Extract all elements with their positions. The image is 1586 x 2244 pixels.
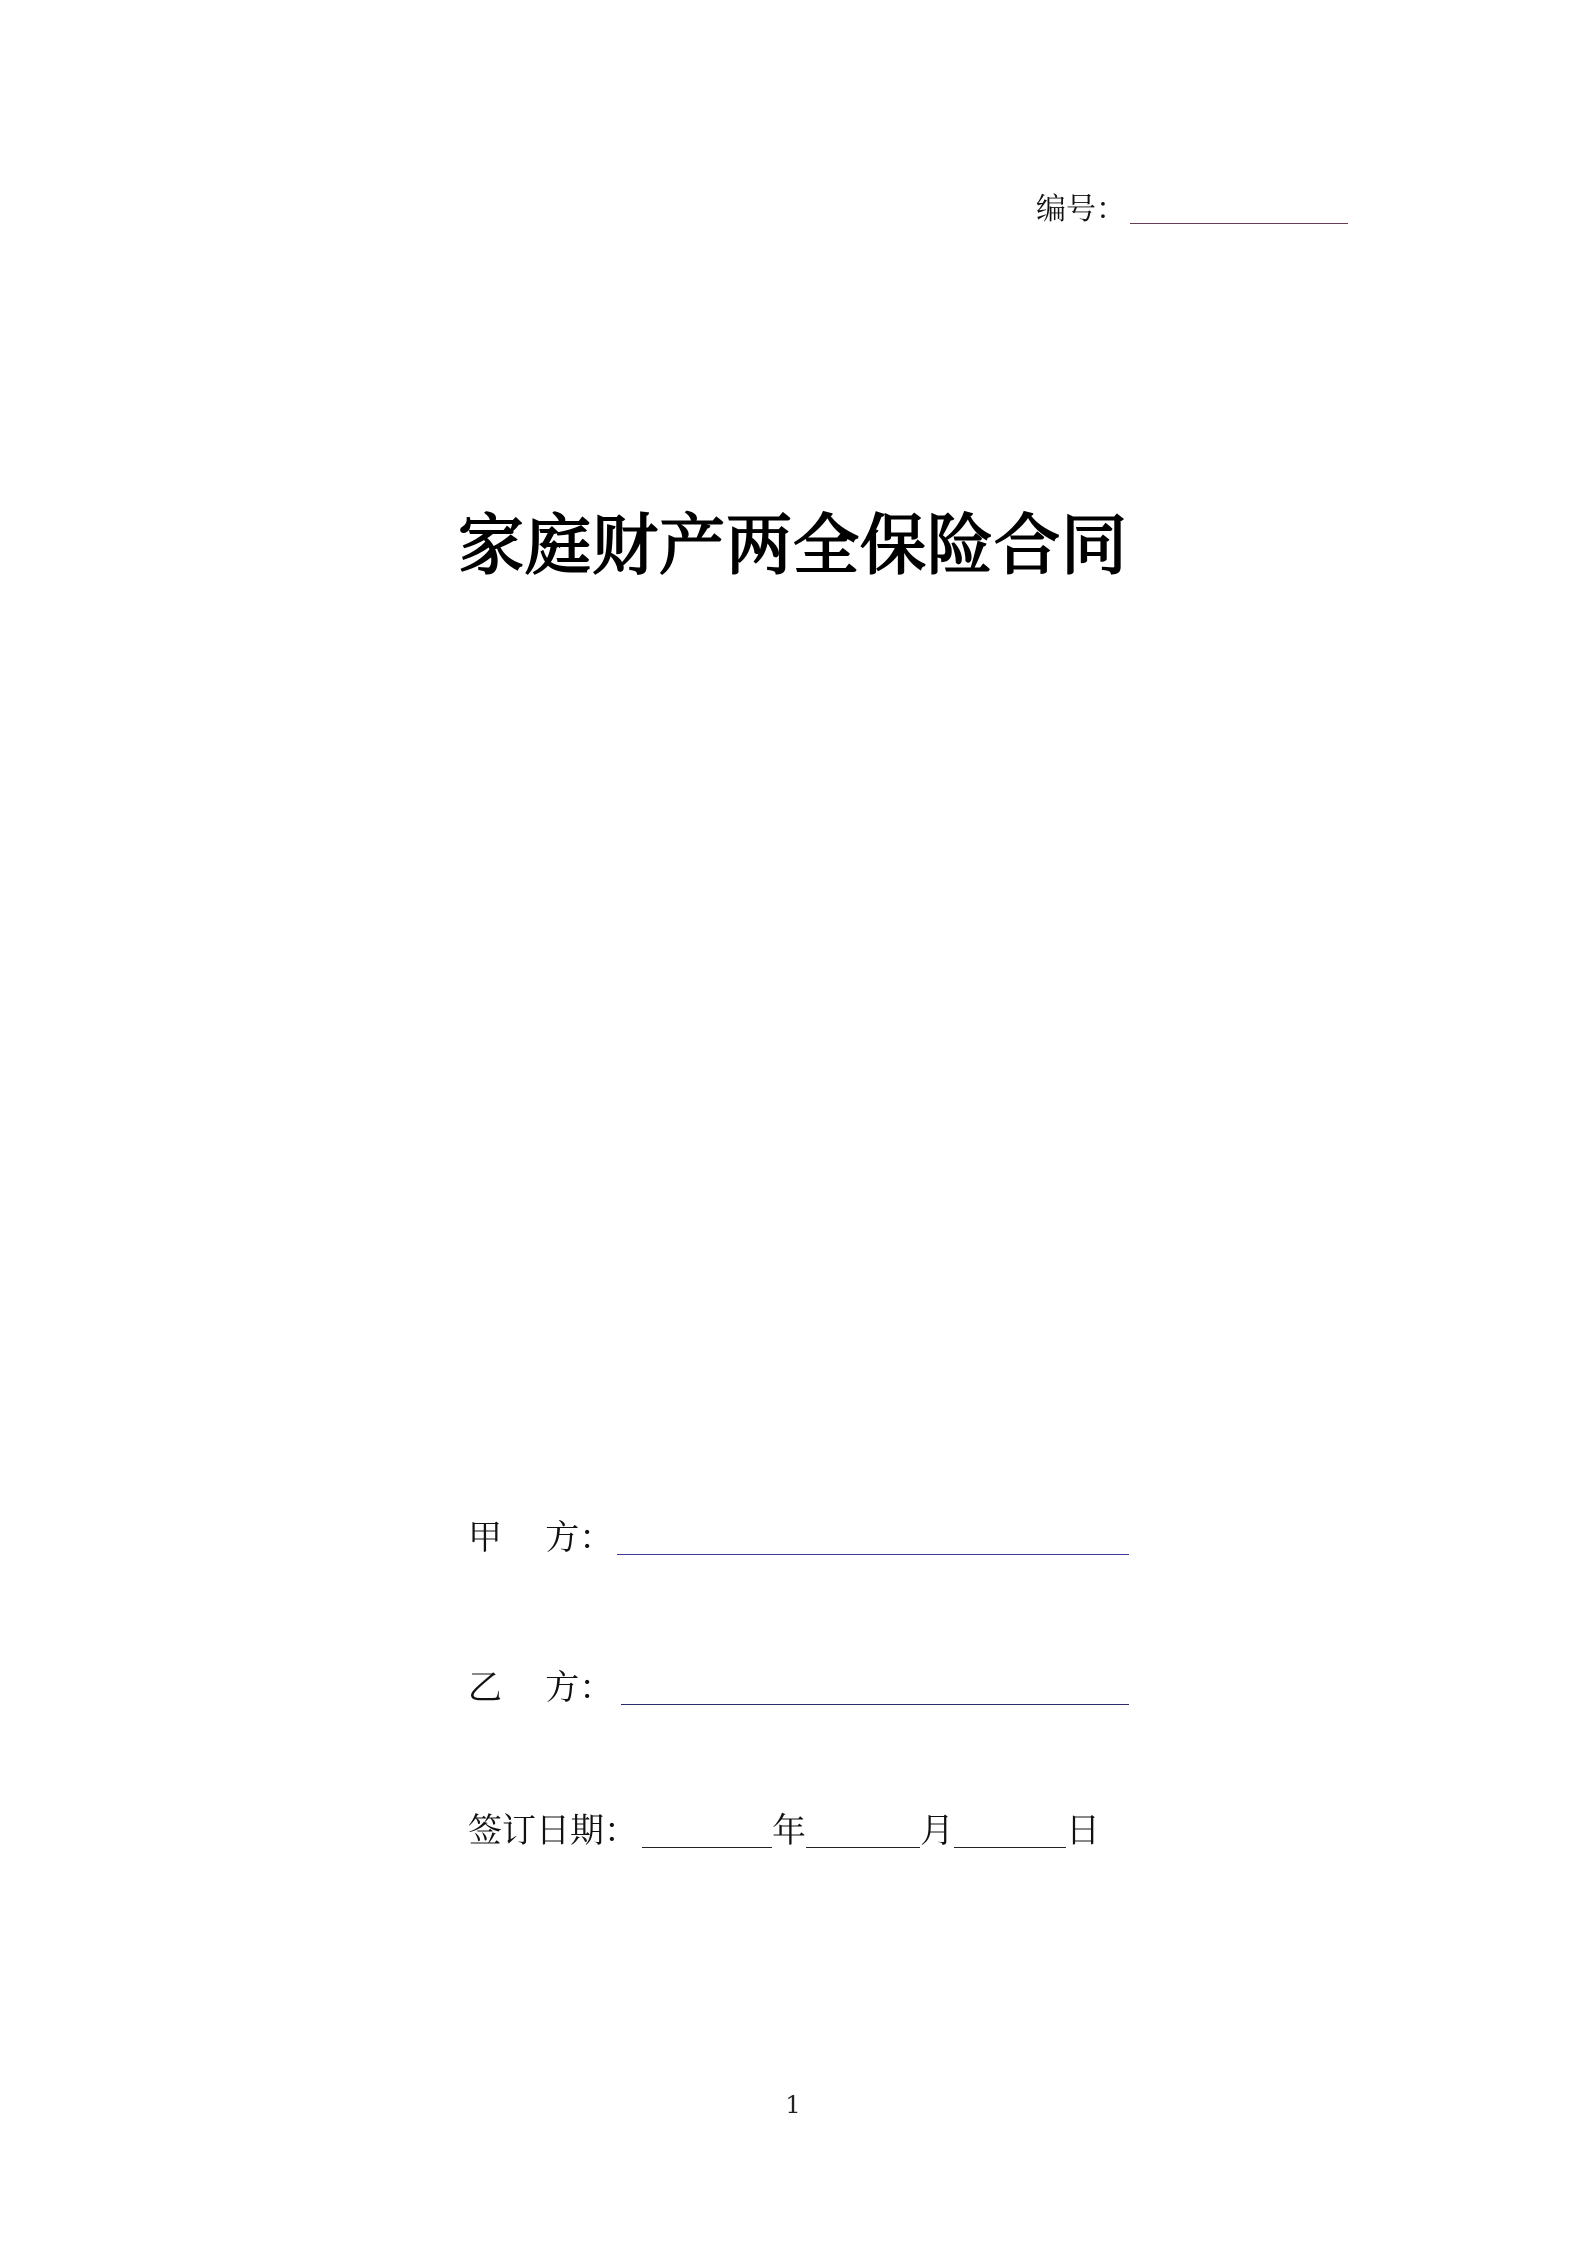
serial-number-block <box>1036 190 1348 230</box>
month-unit: 月 <box>920 1811 954 1851</box>
page-number: 1 <box>785 2091 801 2119</box>
day-unit: 日 <box>1066 1811 1100 1851</box>
signing-date-field <box>468 1808 1100 1854</box>
party-b-blank <box>621 1670 1129 1705</box>
party-a-field <box>468 1515 1129 1561</box>
signing-date-label: 签订日期： <box>468 1811 638 1851</box>
day-blank <box>954 1813 1066 1848</box>
year-blank <box>642 1813 772 1848</box>
year-unit: 年 <box>772 1811 806 1851</box>
party-b-field <box>468 1665 1129 1711</box>
month-blank <box>806 1813 920 1848</box>
party-b-label: 乙 方： <box>468 1668 614 1708</box>
party-a-label: 甲 方： <box>468 1518 614 1558</box>
document-title: 家庭财产两全保险合同 <box>458 506 1128 584</box>
serial-number-blank <box>1130 193 1348 224</box>
serial-number-label: 编号： <box>1036 192 1126 227</box>
party-a-blank <box>617 1520 1129 1555</box>
